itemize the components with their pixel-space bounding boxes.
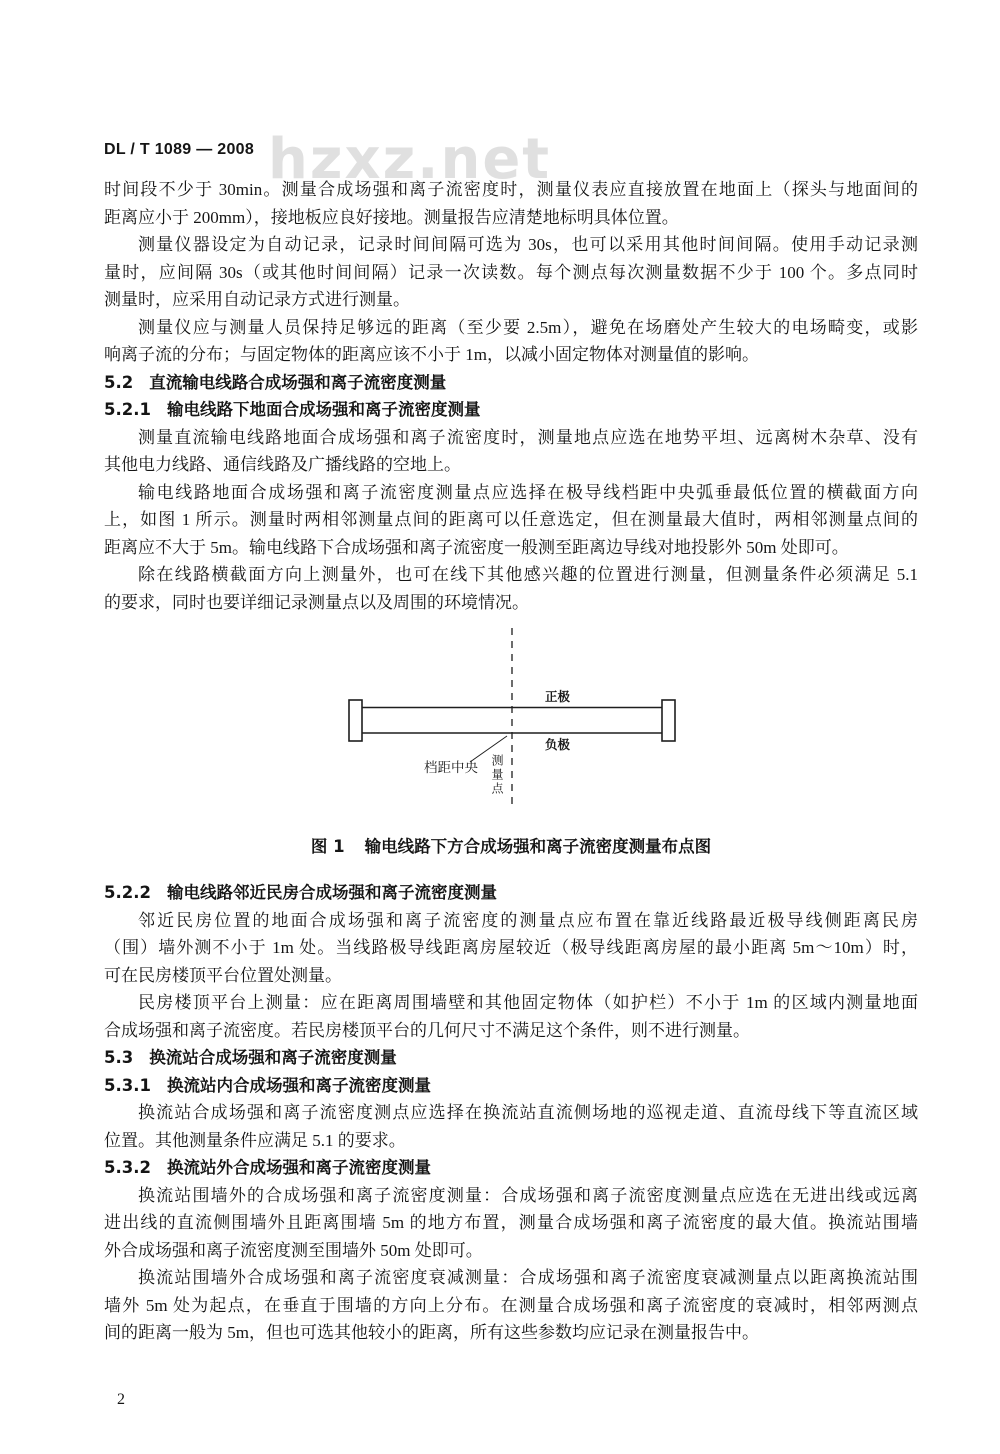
paragraph-line: 响离子流的分布；与固定物体的距离应该不小于 1m，以减小固定物体对测量值的影响。 [104,345,759,364]
paragraph-line: 时间段不少于 30min。测量合成场强和离子流密度时，测量仪表应直接放置在地面上（探头与地面间的 [104,180,918,199]
paragraph-line: 邻近民房位置的地面合成场强和离子流密度的测量点应布置在靠近线路最近极导线侧距离民房 [138,910,918,930]
page-number: 2 [117,1391,125,1408]
paragraph [104,907,918,990]
document-code-header: DL / T 1089 — 2008 [104,141,255,158]
figure-title: 输电线路下方合成场强和离子流密度测量布点图 [364,837,712,856]
paragraph-line: 合成场强和离子流密度。若民房楼顶平台的几何尺寸不满足这个条件，则不进行测量。 [104,1020,750,1040]
section-heading [104,369,918,397]
section-title: 换流站合成场强和离子流密度测量 [149,1048,397,1067]
label-positive-pole: 正极 [545,689,571,704]
section-number: 5.2.2 [104,883,151,902]
paragraph-line: 测量仪器设定为自动记录，记录时间间隔可选为 30s，也可以采用其他时间间隔。使用手动记录测 [138,235,918,254]
paragraph-line: 距离应不大于 5m。输电线路下合成场强和离子流密度一般测至距离边导线对地投影外 50m 处即可。 [104,537,849,557]
paragraph [104,1264,918,1347]
paragraph [104,989,918,1044]
paragraph [104,176,918,231]
paragraph-line: 测量直流输电线路地面合成场强和离子流密度时，测量地点应选在地势平坦、远离树木杂草、没有 [138,427,918,447]
section-heading [104,1154,918,1182]
paragraph [104,479,918,562]
paragraph-line: 外合成场强和离子流密度测至围墙外 50m 处即可。 [104,1240,483,1260]
section-number: 5.2 [104,372,134,392]
paragraph-line: 距离应小于 200mm），接地板应良好接地。测量报告应清楚地标明具体位置。 [104,207,679,227]
paragraph-line: 墙外 5m 处为起点，在垂直于围墙的方向上分布。在测量合成场强和离子流密度的衰减时，相邻两测点 [104,1295,918,1315]
paragraph-line: 其他电力线路、通信线路及广播线路的空地上。 [104,455,461,474]
paragraph [104,314,918,369]
paragraph-line: 量时，应间隔 30s（或其他时间间隔）记录一次读数。每个测点每次测量数据不少于 100 个。多点同时 [104,262,918,282]
label-negative-pole: 负极 [545,737,571,752]
paragraph-line: 输电线路地面合成场强和离子流密度测量点应选择在极导线档距中央弧垂最低位置的横截面方向 [138,482,918,502]
section-heading [104,396,918,424]
section-title: 换流站内合成场强和离子流密度测量 [166,1075,431,1095]
paragraph-line: 间的距离一般为 5m，但也可选其他较小的距离，所有这些参数均应记录在测量报告中。 [104,1323,759,1342]
text-block-lower [104,879,918,1347]
paragraph-line: 换流站合成场强和离子流密度测点应选择在换流站直流侧场地的巡视走道、直流母线下等直流区域 [138,1103,918,1122]
paragraph-line: 位置。其他测量条件应满足 5.1 的要求。 [104,1130,406,1150]
section-heading [104,879,918,907]
paragraph-line: 测量仪应与测量人员保持足够远的距离（至少要 2.5m），避免在场磨处产生较大的电场畸变，或影 [138,317,918,337]
label-span-center: 档距中央 [424,760,478,776]
paragraph [104,1182,918,1265]
section-number: 5.3 [104,1048,134,1067]
label-measure-point: 测量点 [490,754,504,796]
section-title: 直流输电线路合成场强和离子流密度测量 [149,372,447,392]
paragraph [104,231,918,314]
section-number: 5.2.1 [104,400,151,419]
section-number: 5.3.2 [104,1158,151,1177]
section-title: 输电线路邻近民房合成场强和离子流密度测量 [166,883,497,902]
section-number: 5.3.1 [104,1075,151,1095]
section-heading [104,1072,918,1100]
paragraph-line: （围）墙外测不小于 1m 处。当线路极导线距离房屋较近（极导线距离房屋的最小距离 5m～10m）时， [104,938,918,957]
figure-caption [104,834,918,860]
section-heading [104,1044,918,1072]
watermark: hzxz.net [268,127,552,192]
paragraph-line: 上，如图 1 所示。测量时两相邻测量点间的距离可以任意选定，但在测量最大值时，两相邻测量点间的 [104,510,918,529]
figure-number: 图 1 [310,837,345,856]
section-title: 输电线路下地面合成场强和离子流密度测量 [166,400,481,419]
paragraph-line: 民房楼顶平台上测量：应在距离周围墙壁和其他固定物体（如护栏）不小于 1m 的区域内测量地面 [138,993,918,1012]
paragraph-line: 换流站围墙外合成场强和离子流密度衰减测量：合成场强和离子流密度衰减测量点以距离换流站围 [138,1268,918,1287]
paragraph-line: 除在线路横截面方向上测量外，也可在线下其他感兴趣的位置进行测量，但测量条件必须满足 5.1 [138,565,918,584]
section-title: 换流站外合成场强和离子流密度测量 [166,1158,431,1177]
paragraph-line: 换流站围墙外的合成场强和离子流密度测量：合成场强和离子流密度测量点应选在无进出线或远离 [138,1185,918,1205]
paragraph-line: 可在民房楼顶平台位置处测量。 [104,965,342,985]
paragraph-line: 的要求，同时也要详细记录测量点以及周围的环境情况。 [104,592,529,612]
paragraph [104,1099,918,1154]
tower-right [662,700,675,741]
paragraph-line: 进出线的直流侧围墙外且距离围墙 5m 的地方布置，测量合成场强和离子流密度的最大值。换流站围墙 [104,1213,918,1232]
text-block-upper [104,176,918,616]
tower-left [349,700,362,741]
paragraph [104,424,918,479]
paragraph-line: 测量时，应采用自动记录方式进行测量。 [104,290,410,309]
